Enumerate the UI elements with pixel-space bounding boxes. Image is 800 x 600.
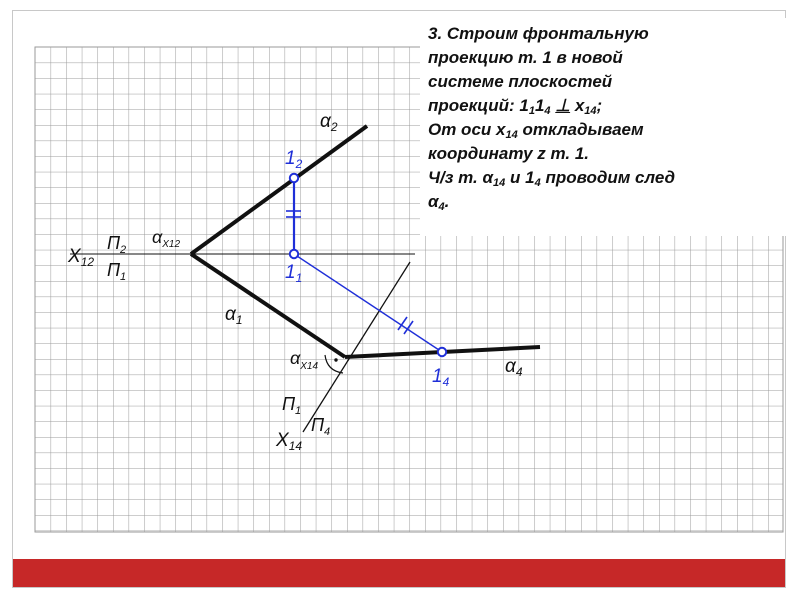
label-alpha-4: $\alpha_4$ — [505, 356, 523, 379]
step-line-6: координату z т. 1. — [428, 144, 589, 163]
step-line-3: системе плоскостей — [428, 72, 613, 91]
step-line-2: проекцию т. 1 в новой — [428, 48, 623, 67]
label-plane-pi1-x14: $П_1$ — [282, 394, 302, 417]
label-plane-pi4: $П_4$ — [311, 415, 331, 438]
step-line-1: 3. Строим фронтальную — [428, 24, 649, 43]
label-point-1-4: $1_4$ — [432, 366, 450, 389]
point-1-2 — [290, 174, 298, 182]
label-axis-x12: $X_{12}$ — [68, 246, 95, 269]
label-axis-x14: $X_{14}$ — [276, 430, 303, 453]
label-point-1-2: $1_2$ — [285, 148, 303, 171]
step-line-7: Ч/з т. $\alpha_{14}$ и $1_4$ проводим след — [428, 168, 675, 189]
step-line-5: От оси $x_{14}$ откладываем — [428, 120, 644, 141]
perpendicular-symbol: ⊥ — [555, 96, 571, 115]
right-angle-dot — [334, 358, 337, 361]
label-alpha-1: $\alpha_1$ — [225, 304, 243, 327]
label-alpha-2: $\alpha_2$ — [320, 111, 338, 134]
footer-accent-bar — [13, 559, 785, 587]
label-alpha-x14: $\alpha_{X14}$ — [290, 348, 319, 372]
step-line-4: проекций: $1_11_4$ ⊥ $x_{14}$; — [428, 96, 603, 117]
label-alpha-x12: $\alpha_{X12}$ — [152, 227, 181, 250]
point-1-4 — [438, 348, 446, 356]
step-line-8: $\alpha_4$. — [428, 192, 450, 213]
step-description — [420, 18, 788, 236]
label-point-1-1: $1_1$ — [285, 262, 303, 285]
point-1-1 — [290, 250, 298, 258]
label-plane-pi2-top: $П_2$ — [107, 233, 127, 256]
label-plane-pi1-bottom: $П_1$ — [107, 260, 127, 283]
